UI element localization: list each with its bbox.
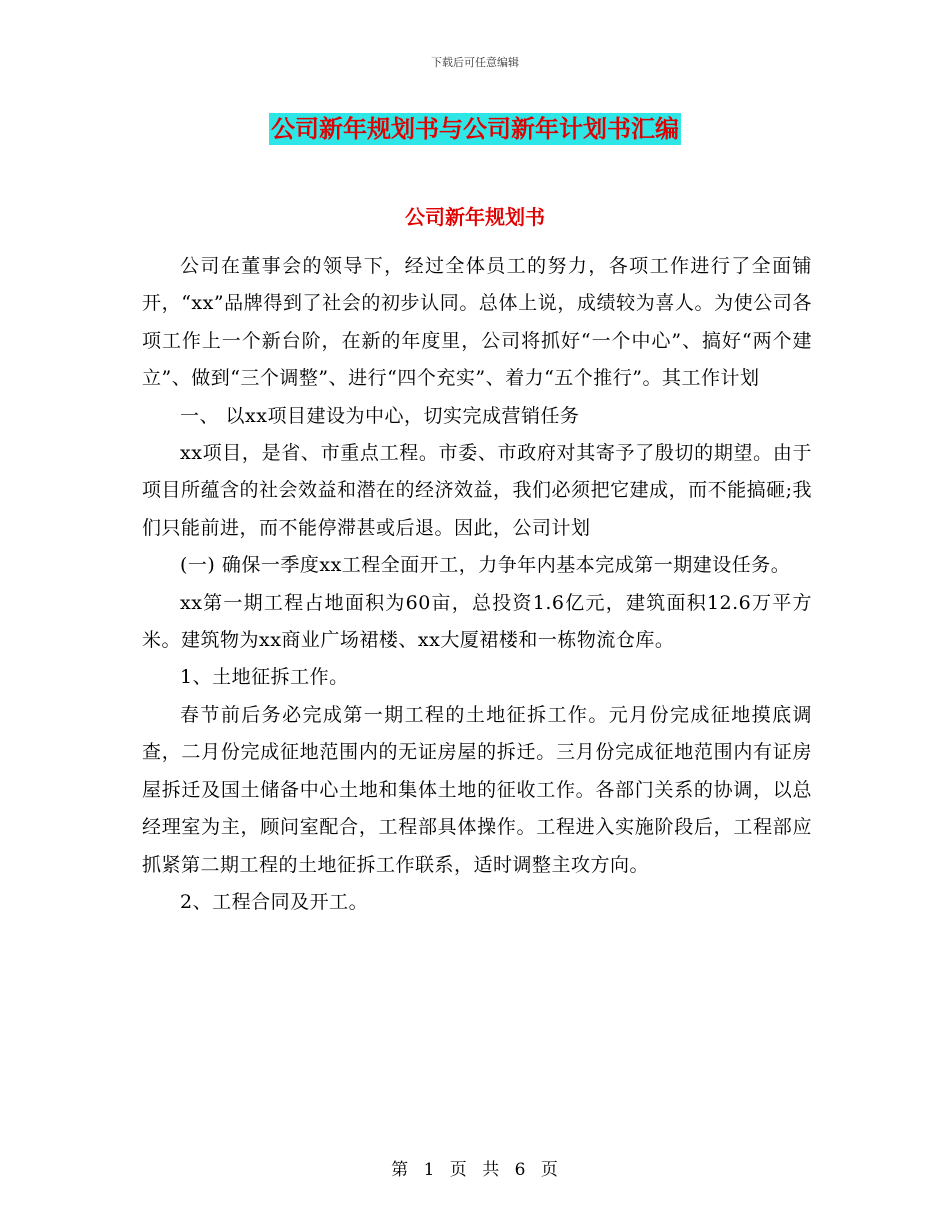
heading-item-one: 1、土地征拆工作。 bbox=[180, 666, 349, 689]
page-footer bbox=[0, 1155, 950, 1180]
document-title-wrap bbox=[0, 113, 950, 145]
section-title: 公司新年规划书 bbox=[405, 205, 545, 229]
footer-label-gong: 共 bbox=[482, 1160, 501, 1180]
footer-page-total: 6 bbox=[514, 1160, 527, 1180]
footer-label-ye: 页 bbox=[449, 1160, 468, 1180]
paragraph-land: 春节前后务必完成第一期工程的土地征拆工作。元月份完成征地摸底调查，二月份完成征地范围内的无证房屋的拆迁。三月份完成征地范围内有证房屋拆迁及国土储备中心土地和集体土地的征收工作。各部门关系的协调，以总经理室为主，顾问室配合，工程部具体操作。工程进入实施阶段后，工程部应抓紧第二期工程的土地征拆工作联系，适时调整主攻方向。 bbox=[142, 703, 812, 876]
heading-section-one: 一、 以xx项目建设为中心，切实完成营销任务 bbox=[180, 404, 580, 427]
document-body bbox=[142, 248, 812, 921]
header-note: 下载后可任意编辑 bbox=[431, 56, 519, 69]
footer-label-ye2: 页 bbox=[540, 1160, 559, 1180]
document-title: 公司新年规划书与公司新年计划书汇编 bbox=[271, 114, 679, 143]
heading-sub-one: (一) 确保一季度xx工程全面开工，力争年内基本完成第一期建设任务。 bbox=[180, 554, 791, 577]
paragraph-phase-one: xx第一期工程占地面积为60亩，总投资1.6亿元，建筑面积12.6万平方米。建筑物为xx商业广场裙楼、xx大厦裙楼和一栋物流仓库。 bbox=[142, 591, 812, 652]
footer-page-current: 1 bbox=[423, 1160, 436, 1180]
paragraph-project: xx项目，是省、市重点工程。市委、市政府对其寄予了殷切的期望。由于项目所蕴含的社会效益和潜在的经济效益，我们必须把它建成，而不能搞砸;我们只能前进，而不能停滞甚或后退。因此，公司计划 bbox=[142, 442, 812, 539]
paragraph-intro: 公司在董事会的领导下，经过全体员工的努力，各项工作进行了全面铺开，“xx”品牌得到了社会的初步认同。总体上说，成绩较为喜人。为使公司各项工作上一个新台阶，在新的年度里，公司将抓好“一个中心”、搞好“两个建立”、做到“三个调整”、进行“四个充实”、着力“五个推行”。其工作计划 bbox=[142, 255, 812, 390]
footer-label-di: 第 bbox=[391, 1160, 410, 1180]
heading-item-two: 2、工程合同及开工。 bbox=[180, 890, 369, 913]
